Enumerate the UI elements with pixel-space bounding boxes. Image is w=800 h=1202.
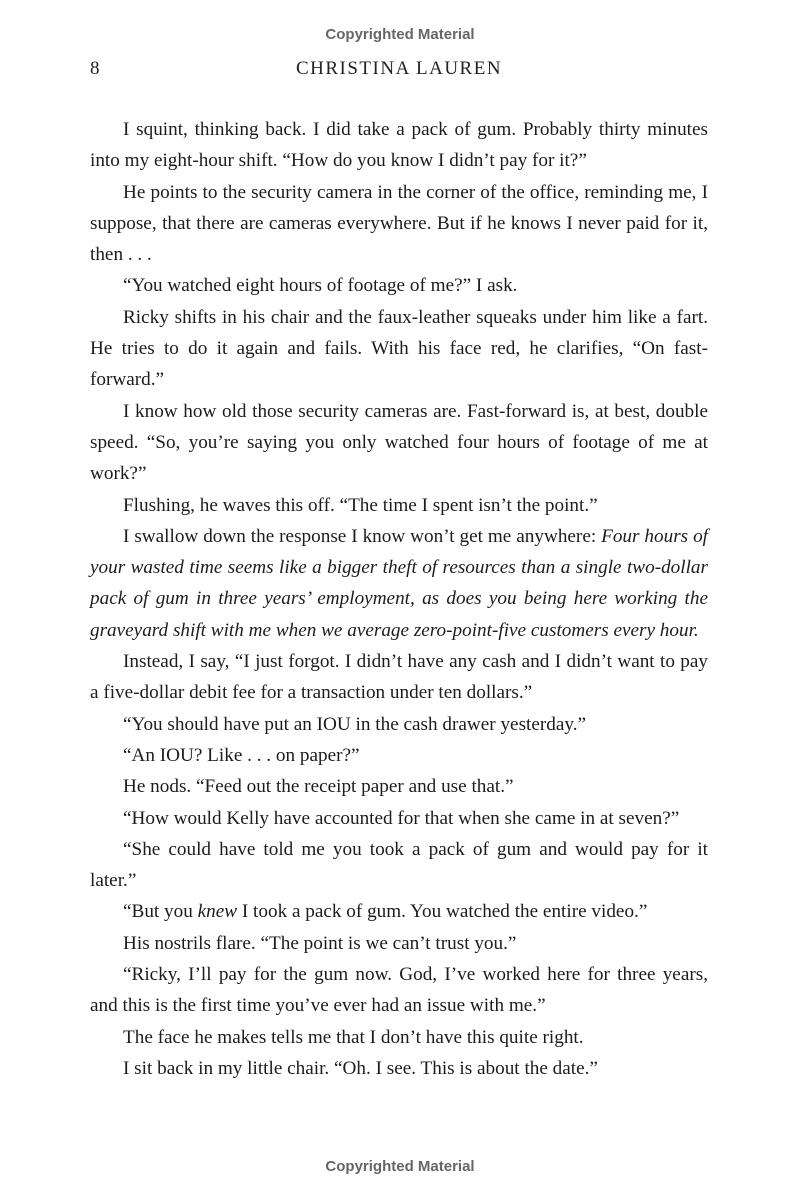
italic-thought: Four hours of your wasted time seems like a bigger theft of resources than a single two-dollar pack of gum in three years’ employment, as does you being here working the graveyard shift with me when we average zero-point-five customers every hour.	[90, 525, 708, 641]
italic-emphasis: knew	[197, 901, 238, 923]
paragraph: “How would Kelly have accounted for that when she came in at seven?”	[123, 807, 680, 829]
paragraph: Instead, I say, “I just forgot. I didn’t have any cash and I didn’t want to pay a five-dollar debit fee for a transaction under ten dollars.”	[90, 651, 708, 704]
paragraph: I squint, thinking back. I did take a pack of gum. Probably thirty minutes into my eight-hour shift. “How do you know I didn’t pay for it?”	[90, 119, 708, 172]
paragraph: “You watched eight hours of footage of me?” I ask.	[123, 275, 518, 297]
running-head-author: CHRISTINA LAUREN	[295, 58, 503, 79]
paragraph: “She could have told me you took a pack of gum and would pay for it later.”	[90, 838, 708, 892]
paragraph: The face he makes tells me that I don’t have this quite right.	[123, 1026, 584, 1048]
paragraph: He points to the security camera in the corner of the office, reminding me, I suppose, that there are cameras everywhere. But if he knows I never paid for it, then . . .	[90, 181, 708, 266]
paragraph-text: I swallow down the response I know won’t get me anywhere:	[123, 525, 602, 547]
paragraph-text: “But you	[123, 901, 198, 923]
watermark-top: Copyrighted Material	[325, 26, 475, 43]
paragraph: “An IOU? Like . . . on paper?”	[123, 744, 360, 766]
paragraph: “Ricky, I’ll pay for the gum now. God, I’ve worked here for three years, and this is the first time you’ve ever had an issue with me.”	[90, 964, 708, 1017]
paragraph: Flushing, he waves this off. “The time I spent isn’t the point.”	[123, 494, 598, 516]
paragraph	[90, 896, 708, 927]
watermark-bottom: Copyrighted Material	[325, 1158, 475, 1175]
paragraph: He nods. “Feed out the receipt paper and use that.”	[123, 776, 514, 798]
paragraph: I sit back in my little chair. “Oh. I see. This is about the date.”	[123, 1057, 598, 1079]
paragraph-text: I took a pack of gum. You watched the entire video.”	[237, 901, 648, 923]
page-number: 8	[90, 58, 100, 79]
paragraph: “You should have put an IOU in the cash drawer yesterday.”	[123, 713, 587, 735]
paragraph: His nostrils flare. “The point is we can’t trust you.”	[123, 932, 517, 954]
body-text	[90, 114, 708, 1084]
paragraph: Ricky shifts in his chair and the faux-leather squeaks under him like a fart. He tries to do it again and fails. With his face red, he clarifies, “On fast-forward.”	[90, 306, 708, 391]
paragraph	[90, 521, 708, 646]
paragraph: I know how old those security cameras are. Fast-forward is, at best, double speed. “So, you’re saying you only watched four hours of footage of me at work?”	[90, 400, 708, 485]
page-header	[90, 58, 708, 82]
